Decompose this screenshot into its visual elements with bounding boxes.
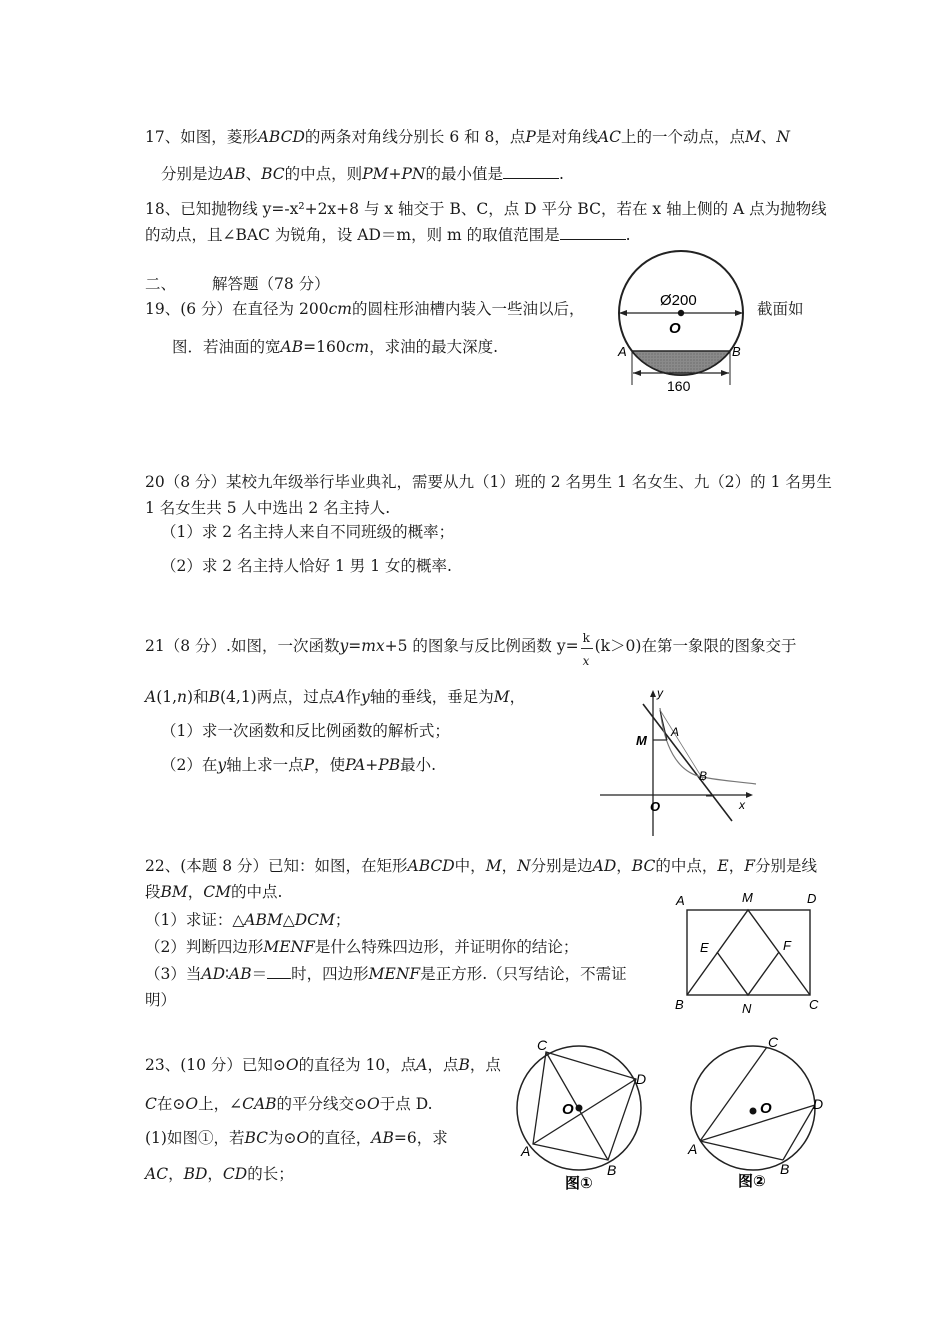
q22-text: 分别是线 [754, 857, 817, 875]
q19-label-b: B [732, 344, 741, 359]
q19-arrow-right [735, 310, 743, 316]
q23-var: B [458, 1056, 470, 1074]
q21-text: 21（8 分）.如图，一次函数 [145, 637, 340, 655]
q21-var: n [177, 688, 188, 706]
q23-line1 [145, 1055, 501, 1075]
q22-figure [670, 885, 830, 1020]
q23-fig2-caption: 图② [738, 1173, 766, 1190]
q19-text: 的圆柱形油槽内装入一些油以后， [351, 300, 585, 318]
q17-text: 、 [760, 128, 777, 146]
q21-text: (1, [156, 688, 178, 706]
q17-var: AB [223, 165, 246, 183]
q22-var: AD [201, 965, 225, 983]
q22-text: ∶ [225, 965, 230, 983]
section-title: 解答题（78 分） [212, 275, 330, 293]
q21-text: +5 的图象与反比例函数 y= [384, 637, 579, 655]
q17-var: N [776, 128, 790, 146]
q22-line2 [145, 882, 282, 902]
q21-var: B [208, 688, 220, 706]
q23-fig2-chord-ac [700, 1047, 767, 1141]
q21-line1 [145, 631, 797, 668]
q22-label-m: M [742, 890, 753, 905]
q21-label-o: O [650, 799, 661, 814]
q18-text: 的动点，且∠BAC 为锐角，设 AD＝m，则 m 的取值范围是 [145, 226, 560, 244]
q18-line1: 18、已知抛物线 y=-x²+2x+8 与 x 轴交于 B、C，点 D 平分 BC，若在 x 轴上侧的 A 点为抛物线 [145, 200, 827, 218]
q22-text: （3）当 [145, 965, 202, 983]
q19-center-dot [678, 310, 684, 316]
q23-var: BC [244, 1129, 269, 1147]
q21-frac-bar [581, 648, 593, 649]
q23-text: 的直径为 10，点 [298, 1056, 417, 1074]
q22-var: M [485, 857, 502, 875]
q19-label-o: O [669, 320, 681, 337]
q19-line2 [172, 337, 498, 357]
q17-var: P [525, 128, 536, 146]
q17-text: 、 [245, 165, 262, 183]
q23-fig2-center-dot [750, 1108, 757, 1115]
q23-var: C [145, 1095, 157, 1113]
q17-text: 的中点，则 [284, 165, 363, 183]
q23-text: ， [207, 1165, 223, 1183]
q21-label-a: A [671, 725, 680, 739]
q22-var: MENF [368, 965, 421, 983]
q23-fig1-center-dot [576, 1105, 583, 1112]
q21-var: A [334, 688, 346, 706]
q22-label-a: A [676, 893, 685, 908]
q22-var: CM [203, 883, 232, 901]
q23-line3 [145, 1128, 448, 1148]
q17-answer-blank[interactable] [503, 164, 559, 179]
q23-var: AB [371, 1129, 394, 1147]
q19-text: ，求油的最大深度. [369, 338, 499, 356]
q19-var: AB [280, 338, 304, 356]
q21-var: y=mx [339, 637, 385, 655]
q23-fig2-chord-ab [700, 1141, 783, 1160]
q22-label-f: F [783, 938, 791, 953]
q23-var: O [285, 1056, 299, 1074]
q22-text: △ [282, 911, 295, 929]
q22-text: （2）判断四边形 [145, 938, 264, 956]
q22-label-c: C [809, 997, 819, 1012]
q21-segment-a [660, 710, 667, 740]
q22-var: F [744, 857, 755, 875]
q23-line2 [145, 1094, 433, 1114]
q17-var: BC [261, 165, 285, 183]
q21-var: P [303, 756, 315, 774]
q21-var: y [217, 756, 227, 774]
q22-text: 的中点. [231, 883, 283, 901]
q21-text: 轴的垂线，垂足为 [369, 688, 494, 706]
q21-x-arrow [746, 792, 753, 798]
q23-text: =6，求 [393, 1129, 448, 1147]
q22-text: 时，四边形 [291, 965, 369, 983]
q23-fig1-label-d: D [636, 1071, 647, 1087]
q17-var: AC [597, 128, 621, 146]
q23-figure2 [683, 1033, 833, 1193]
q22-text: 段 [145, 883, 161, 901]
q23-text: 的平分线交⊙ [276, 1095, 368, 1113]
q22-var: DCM [294, 911, 335, 929]
q22-var: N [517, 857, 531, 875]
q22-line1 [145, 856, 817, 876]
q22-var: BC [631, 857, 656, 875]
q21-label-y: y [657, 686, 663, 700]
q22-var: ABM [244, 911, 283, 929]
q19-text: 图．若油面的宽 [172, 338, 281, 356]
q21-var: PA+PB [345, 756, 401, 774]
q23-fig2-label-b: B [780, 1161, 790, 1177]
q19-text: =160 [303, 338, 346, 356]
q19-label-diameter: Ø200 [660, 292, 697, 309]
q23-text: ， [168, 1165, 184, 1183]
q23-fig2-label-a: A [688, 1141, 698, 1157]
q20-line3: （1）求 2 名主持人来自不同班级的概率； [161, 523, 455, 541]
q23-fig1-caption: 图① [565, 1175, 593, 1192]
q23-text: 为⊙ [268, 1129, 297, 1147]
q23-text: 的长； [247, 1165, 294, 1183]
q22-text: ＝ [251, 965, 268, 983]
q23-text: ，点 [469, 1056, 501, 1074]
q23-var: CD [222, 1165, 248, 1183]
q21-frac-den: x [582, 654, 590, 668]
q23-fig2-label-d: D [813, 1096, 824, 1112]
q21-text: ，使 [314, 756, 346, 774]
q23-fig1-quad [533, 1052, 636, 1160]
q23-figure1 [508, 1035, 658, 1195]
q23-fig2-label-c: C [768, 1034, 779, 1050]
q19-label-width: 160 [667, 378, 691, 394]
q17-text: 是对角线 [535, 128, 598, 146]
q23-var: A [416, 1056, 428, 1074]
q22-text: ， [616, 857, 632, 875]
q20-line2: 1 名女生共 5 人中选出 2 名主持人. [145, 499, 391, 517]
q22-label-n: N [742, 1001, 752, 1016]
q19-arrow-w-left [633, 370, 641, 376]
q21-line4 [161, 755, 436, 775]
q23-fig1-label-c: C [537, 1037, 548, 1053]
q19-arrow-w-right [721, 370, 729, 376]
q20-line1: 20（8 分）某校九年级举行毕业典礼，需要从九（1）班的 2 名男生 1 名女生、九（2）的 1 名男生 [145, 473, 832, 491]
q22-line6: 明） [145, 991, 177, 1009]
q17-line1 [145, 127, 790, 147]
q19-label-a: A [618, 344, 627, 359]
q23-fig2-label-o: O [760, 1100, 772, 1117]
q22-label-b: B [675, 997, 684, 1012]
q21-text: 轴上求一点 [226, 756, 304, 774]
q17-var: M [744, 128, 761, 146]
q21-text: 作 [345, 688, 361, 706]
q22-text: 分别是边 [530, 857, 593, 875]
q22-var: E [717, 857, 729, 875]
q22-text: （1）求证：△ [145, 911, 245, 929]
q19-unit: cm [345, 338, 370, 356]
q23-var: CAB [242, 1095, 277, 1113]
q17-var: PM+PN [362, 165, 426, 183]
q23-text: 上，∠ [198, 1095, 243, 1113]
q23-var: O [185, 1095, 199, 1113]
q21-line3: （1）求一次函数和反比例函数的解析式； [161, 722, 450, 740]
q21-text: ， [509, 688, 526, 706]
q21-fraction [581, 631, 593, 668]
q19-figure [600, 245, 760, 395]
q17-line2 [161, 164, 564, 184]
q22-text: ， [728, 857, 745, 875]
q22-answer-blank[interactable] [267, 964, 291, 979]
q23-text: ，点 [427, 1056, 459, 1074]
q22-text: ， [187, 883, 204, 901]
q17-text: 上的一个动点，点 [620, 128, 745, 146]
q22-var: ABCD [407, 857, 455, 875]
q21-var: A [145, 688, 157, 706]
q23-line4 [145, 1164, 294, 1184]
q19-arrow-left [619, 310, 627, 316]
q22-line4 [145, 937, 578, 957]
q18-text: . [625, 226, 631, 244]
q20-line4: （2）求 2 名主持人恰好 1 男 1 女的概率. [161, 557, 452, 575]
q17-var: ABCD [257, 128, 305, 146]
q23-text: 于点 D. [379, 1095, 433, 1113]
q23-var: AC [145, 1165, 169, 1183]
q23-fig1-label-a: A [521, 1143, 531, 1159]
q19-line1 [145, 299, 584, 319]
q21-label-m: M [636, 733, 647, 748]
q21-text: )和 [187, 688, 209, 706]
q21-text: 最小. [400, 756, 437, 774]
q22-text: 的中点， [655, 857, 718, 875]
q22-line5 [145, 964, 627, 984]
q18-line2 [145, 225, 631, 245]
q23-text: 在⊙ [156, 1095, 186, 1113]
q17-text: 分别是边 [161, 165, 224, 183]
q17-text: 的两条对角线分别长 6 和 8，点 [304, 128, 526, 146]
q22-label-e: E [700, 940, 709, 955]
q23-text: 的直径， [309, 1129, 372, 1147]
q22-text: 22、(本题 8 分）已知：如图，在矩形 [145, 857, 408, 875]
q22-label-d: D [807, 891, 817, 906]
q23-fig1-label-o: O [562, 1101, 574, 1118]
q23-fig1-chord-ad [533, 1079, 636, 1144]
q21-line2 [145, 687, 525, 707]
q21-text: （2）在 [161, 756, 218, 774]
q21-text: (4,1)两点，过点 [219, 688, 335, 706]
q22-line3 [145, 910, 350, 930]
q22-text: 是什么特殊四边形，并证明你的结论； [314, 938, 579, 956]
q19-line1-end: 截面如 [757, 300, 804, 318]
q23-text: (1)如图①，若 [145, 1129, 245, 1147]
q22-var: BM [160, 883, 188, 901]
section-number: 二、 [145, 275, 177, 293]
q21-segment-b [660, 710, 704, 781]
q21-frac-num: k [582, 631, 590, 645]
q23-fig1-label-b: B [607, 1162, 617, 1178]
q22-text: ， [501, 857, 518, 875]
q21-figure [598, 688, 760, 840]
q21-var: y [360, 688, 370, 706]
q22-text: 中， [454, 857, 486, 875]
q19-unit: cm [328, 300, 352, 318]
q23-text: 23、(10 分）已知⊙ [145, 1056, 286, 1074]
q17-text: 17、如图，菱形 [145, 128, 258, 146]
q17-text: . [558, 165, 564, 183]
q22-text: 是正方形.（只写结论，不需证 [420, 965, 627, 983]
q19-oil-segment [632, 351, 730, 375]
q18-answer-blank[interactable] [560, 225, 626, 240]
q19-text: 19、(6 分）在直径为 200 [145, 300, 329, 318]
q21-label-b: B [699, 769, 708, 783]
q23-var: O [367, 1095, 380, 1113]
q17-text: 的最小值是 [425, 165, 503, 183]
q22-segments-enf [717, 952, 779, 995]
q22-var: MENF [263, 938, 315, 956]
q21-text: (k＞0)在第一象限的图象交于 [594, 637, 797, 655]
q21-y-arrow [650, 690, 656, 697]
q22-var: AD [592, 857, 617, 875]
q21-var: M [493, 688, 510, 706]
q23-var: BD [183, 1165, 208, 1183]
q22-text: ； [334, 911, 351, 929]
q21-label-x: x [739, 798, 745, 812]
q23-var: O [296, 1129, 310, 1147]
q22-var: AB [229, 965, 252, 983]
